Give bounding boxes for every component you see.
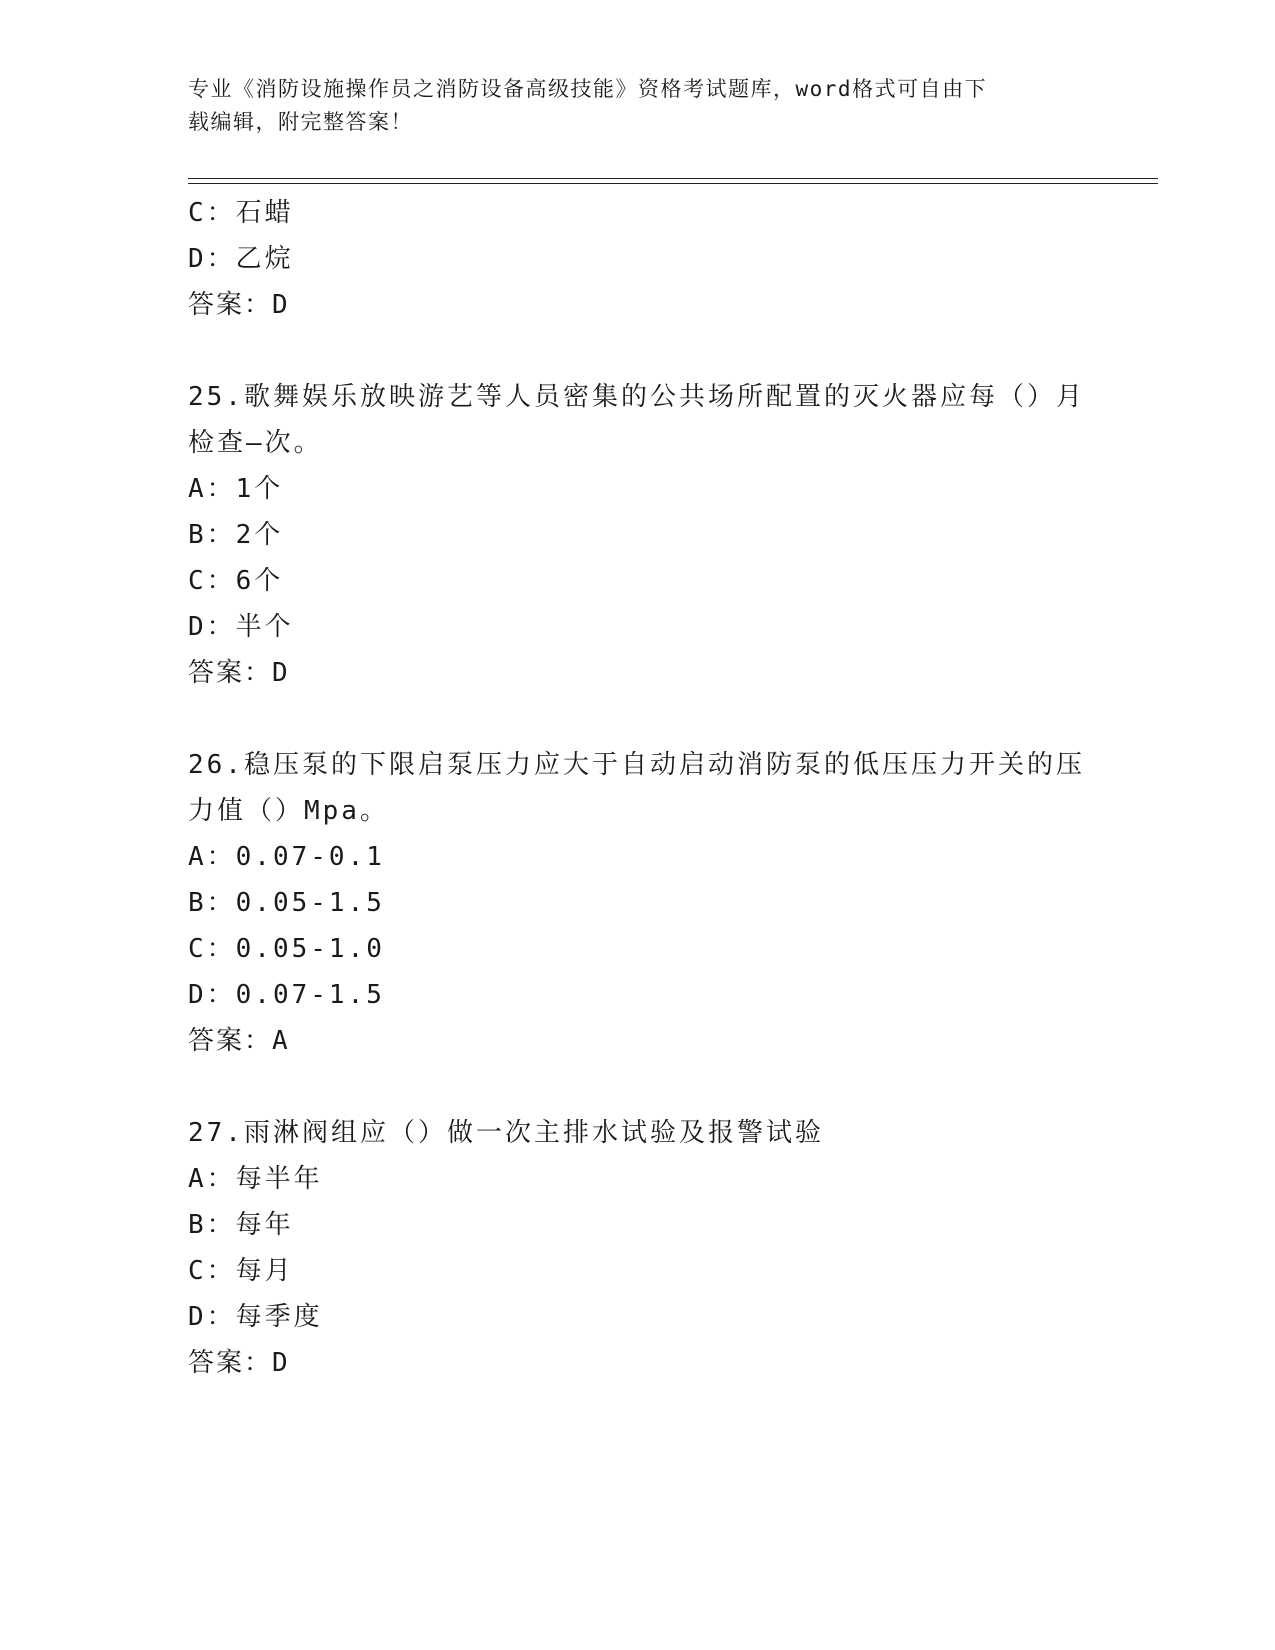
header-line-1: 专业《消防设施操作员之消防设备高级技能》资格考试题库，word格式可自由下 <box>188 77 988 101</box>
question-text-line: 力值（）Mpa。 <box>188 796 389 826</box>
header-line-2: 载编辑，附完整答案！ <box>188 110 413 134</box>
prev-question-tail <box>188 190 1088 328</box>
answer-line: 答案：D <box>188 290 290 320</box>
option-a: A：每半年 <box>188 1164 323 1194</box>
option-b: B：2个 <box>188 520 284 550</box>
question-text-line: 25.歌舞娱乐放映游艺等人员密集的公共场所配置的灭火器应每（）月 <box>188 382 1085 412</box>
option-d: D：乙烷 <box>188 244 294 274</box>
option-d: D：每季度 <box>188 1302 323 1332</box>
option-c: C：0.05-1.0 <box>188 934 385 964</box>
option-d: D：0.07-1.5 <box>188 980 385 1010</box>
option-c: C：6个 <box>188 566 284 596</box>
document-header <box>188 73 1088 139</box>
answer-line: 答案：D <box>188 1348 290 1378</box>
answer-line: 答案：A <box>188 1026 290 1056</box>
option-d: D：半个 <box>188 612 294 642</box>
answer-line: 答案：D <box>188 658 290 688</box>
option-a: A：0.07-0.1 <box>188 842 385 872</box>
question-27 <box>188 1110 1088 1386</box>
question-25 <box>188 374 1088 696</box>
option-b: B：每年 <box>188 1210 294 1240</box>
question-text-line: 26.稳压泵的下限启泵压力应大于自动启动消防泵的低压压力开关的压 <box>188 750 1085 780</box>
option-c: C：每月 <box>188 1256 294 1286</box>
option-c: C：石蜡 <box>188 198 294 228</box>
header-divider-top <box>188 178 1158 179</box>
option-b: B：0.05-1.5 <box>188 888 385 918</box>
header-divider-bottom <box>188 183 1158 184</box>
question-text-line: 检查—次。 <box>188 428 323 458</box>
option-a: A：1个 <box>188 474 284 504</box>
question-text-line: 27.雨淋阀组应（）做一次主排水试验及报警试验 <box>188 1118 824 1148</box>
question-26 <box>188 742 1088 1064</box>
question-list <box>188 190 1088 1386</box>
